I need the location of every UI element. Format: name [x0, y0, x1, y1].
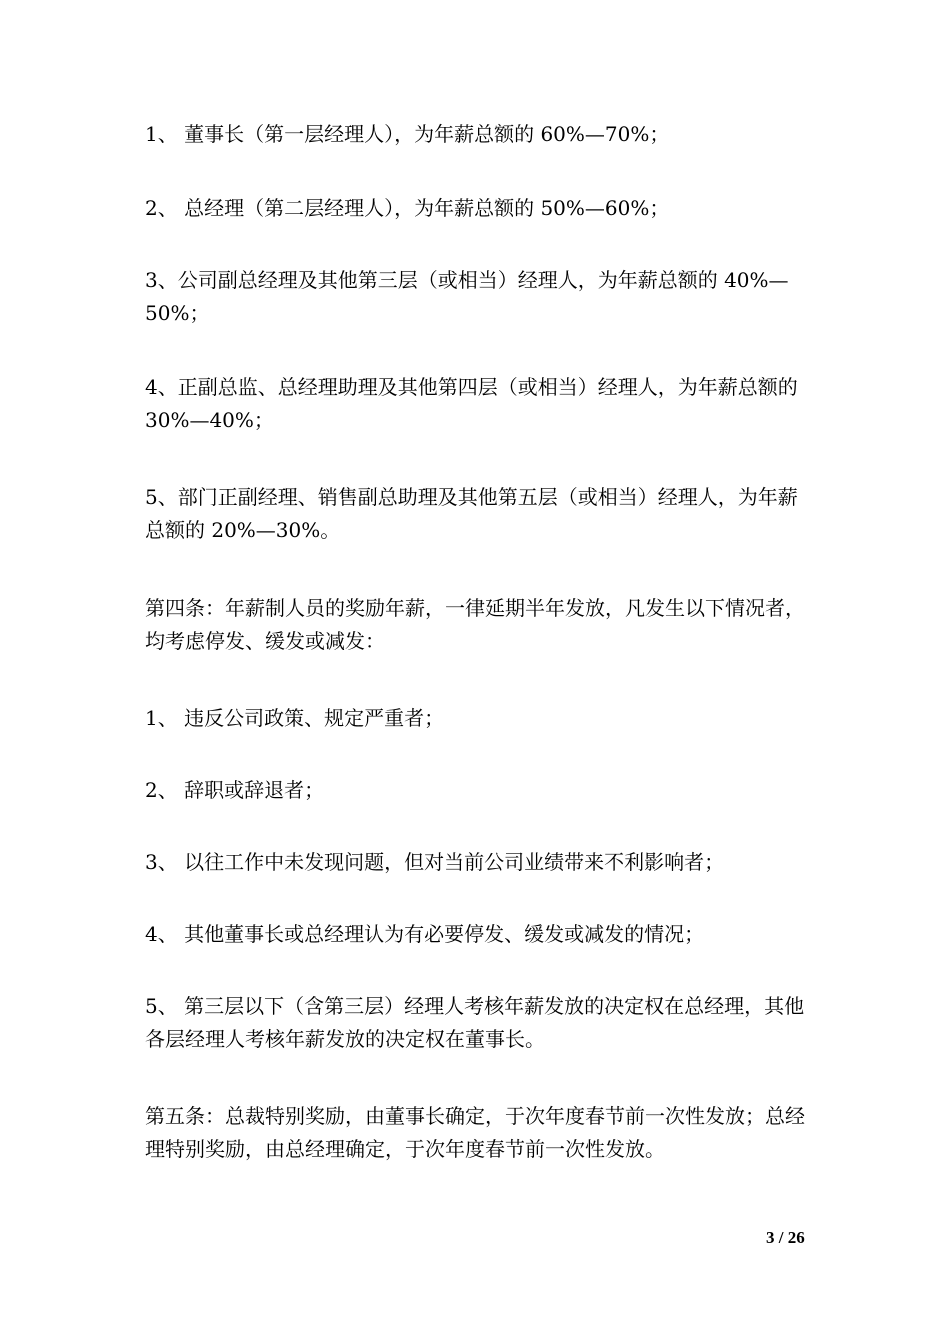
article-4-item-5: 5、 第三层以下（含第三层）经理人考核年薪发放的决定权在总经理，其他各层经理人考核年薪发放的决定权在董事长。 [145, 994, 805, 1051]
article-5-paragraph: 第五条：总裁特别奖励，由董事长确定，于次年度春节前一次性发放；总经理特别奖励，由总经理确定，于次年度春节前一次性发放。 [145, 1104, 805, 1161]
paragraph-item-3: 3、公司副总经理及其他第三层（或相当）经理人，为年薪总额的 40%—50%； [145, 268, 789, 325]
paragraph-item-4: 4、正副总监、总经理助理及其他第四层（或相当）经理人，为年薪总额的 30%—40%； [145, 375, 798, 432]
paragraph-item-5: 5、部门正副经理、销售副总助理及其他第五层（或相当）经理人，为年薪总额的 20%—30%。 [145, 485, 798, 542]
article-4-paragraph: 第四条：年薪制人员的奖励年薪，一律延期半年发放，凡发生以下情况者，均考虑停发、缓发或减发： [145, 596, 805, 653]
article-4-item-1: 1、 违反公司政策、规定严重者； [145, 706, 445, 730]
article-4-item-4: 4、 其他董事长或总经理认为有必要停发、缓发或减发的情况； [145, 922, 705, 946]
paragraph-item-2: 2、 总经理（第二层经理人），为年薪总额的 50%—60%； [145, 196, 670, 220]
page-number: 3 / 26 [766, 1228, 805, 1247]
paragraph-item-1: 1、 董事长（第一层经理人），为年薪总额的 60%—70%； [145, 122, 670, 146]
article-4-item-3: 3、 以往工作中未发现问题，但对当前公司业绩带来不利影响者； [145, 850, 725, 874]
article-4-item-2: 2、 辞职或辞退者； [145, 778, 325, 802]
